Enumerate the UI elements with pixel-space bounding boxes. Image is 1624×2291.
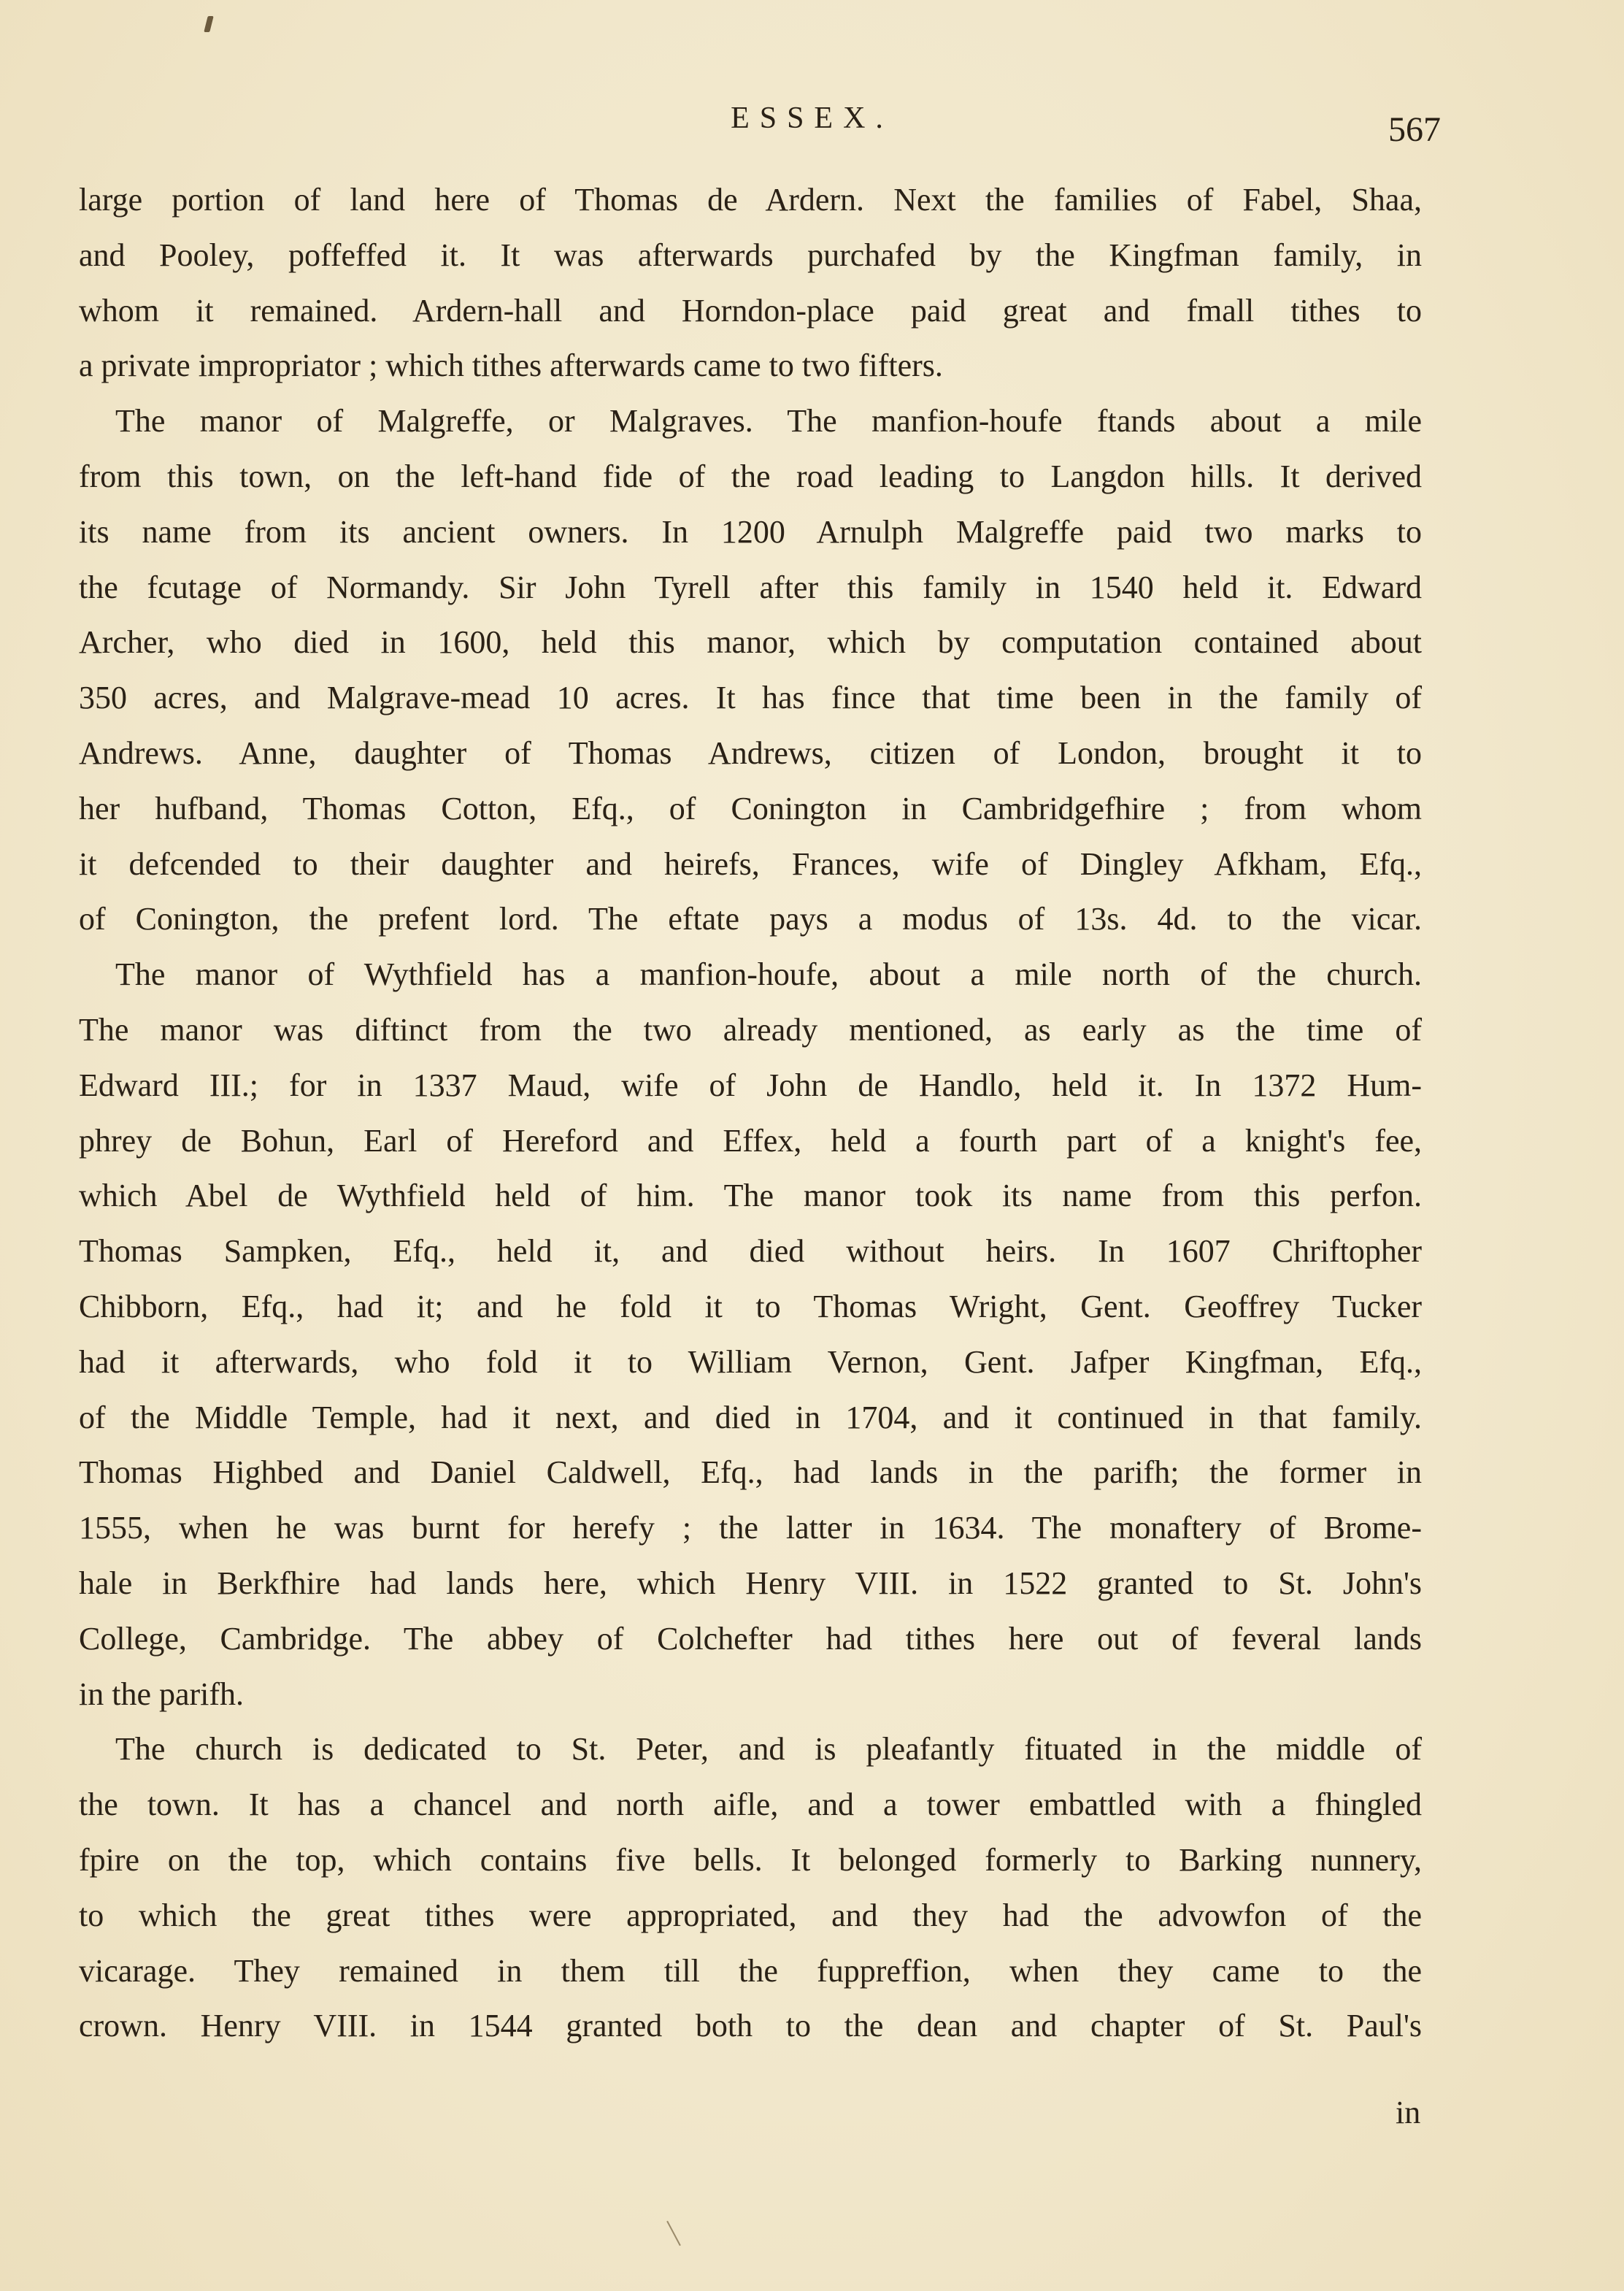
paragraph-start-line: The church is dedicated to St. Peter, and is pleafantly fituated in the middle of <box>115 1731 1422 1768</box>
text-line: Edward III.; for in 1337 Maud, wife of John de Handlo, held it. In 1372 Hum- <box>79 1067 1422 1103</box>
text-line: The manor was diftinct from the two already mentioned, as early as the time of <box>79 1011 1422 1048</box>
text-line: phrey de Bohun, Earl of Hereford and Effex, held a fourth part of a knight's fee, <box>79 1122 1422 1159</box>
text-line: its name from its ancient owners. In 1200 Arnulph Malgreffe paid two marks to <box>79 513 1422 550</box>
text-line: fpire on the top, which contains five bells. It belonged formerly to Barking nunnery, <box>79 1841 1422 1878</box>
text-line: vicarage. They remained in them till the fuppreffion, when they came to the <box>79 1952 1422 1989</box>
text-line: the fcutage of Normandy. Sir John Tyrell after this family in 1540 held it. Edward <box>79 569 1422 605</box>
body-text <box>79 172 1422 2054</box>
text-line: Andrews. Anne, daughter of Thomas Andrews, citizen of London, brought it to <box>79 734 1422 771</box>
text-line: a private impropriator ; which tithes afterwards came to two fifters. <box>79 348 943 384</box>
text-line: of Conington, the prefent lord. The eftate pays a modus of 13s. 4d. to the vicar. <box>79 901 1422 937</box>
text-line: Chibborn, Efq., had it; and he fold it to Thomas Wright, Gent. Geoffrey Tucker <box>79 1288 1422 1324</box>
text-line: which Abel de Wythfield held of him. The manor took its name from this perfon. <box>79 1178 1422 1214</box>
paragraph-start-line: The manor of Malgreffe, or Malgraves. The manfion-houfe ftands about a mile <box>115 403 1422 440</box>
text-line: Archer, who died in 1600, held this manor, which by computation contained about <box>79 624 1422 661</box>
text-line: had it afterwards, who fold it to William Vernon, Gent. Jafper Kingfman, Efq., <box>79 1343 1422 1380</box>
catchword: in <box>1396 2095 1421 2130</box>
text-line: Thomas Highbed and Daniel Caldwell, Efq., had lands in the parifh; the former in <box>79 1454 1422 1491</box>
text-line: in the parifh. <box>79 1676 245 1712</box>
text-line: crown. Henry VIII. in 1544 granted both to the dean and chapter of St. Paul's <box>79 2008 1422 2044</box>
text-line: from this town, on the left-hand fide of the road leading to Langdon hills. It derived <box>79 458 1422 494</box>
text-line: it defcended to their daughter and heirefs, Frances, wife of Dingley Afkham, Efq., <box>79 845 1422 882</box>
running-title: ESSEX. <box>731 101 893 135</box>
text-line: to which the great tithes were appropriated, and they had the advowfon of the <box>79 1897 1422 1933</box>
text-line: College, Cambridge. The abbey of Colchefter had tithes here out of feveral lands <box>79 1620 1422 1657</box>
text-line: whom it remained. Ardern-hall and Horndon-place paid great and fmall tithes to <box>79 292 1422 329</box>
text-line: the town. It has a chancel and north aifle, and a tower embattled with a fhingled <box>79 1787 1422 1823</box>
ink-mark <box>666 2221 681 2246</box>
text-line: and Pooley, poffeffed it. It was afterwards purchafed by the Kingfman family, in <box>79 237 1422 273</box>
text-line: 1555, when he was burnt for herefy ; the latter in 1634. The monaftery of Brome- <box>79 1510 1422 1546</box>
page-number: 567 <box>1388 110 1441 149</box>
text-line: 350 acres, and Malgrave-mead 10 acres. It has fince that time been in the family of <box>79 680 1422 716</box>
ink-mark <box>204 16 213 32</box>
paragraph-start-line: The manor of Wythfield has a manfion-houfe, about a mile north of the church. <box>115 956 1422 993</box>
text-line: Thomas Sampken, Efq., held it, and died without heirs. In 1607 Chriftopher <box>79 1233 1422 1270</box>
text-line: of the Middle Temple, had it next, and died in 1704, and it continued in that family. <box>79 1399 1422 1435</box>
text-line: hale in Berkfhire had lands here, which Henry VIII. in 1522 granted to St. John's <box>79 1565 1422 1601</box>
text-line: large portion of land here of Thomas de Ardern. Next the families of Fabel, Shaa, <box>79 182 1422 218</box>
text-line: her hufband, Thomas Cotton, Efq., of Conington in Cambridgefhire ; from whom <box>79 790 1422 826</box>
